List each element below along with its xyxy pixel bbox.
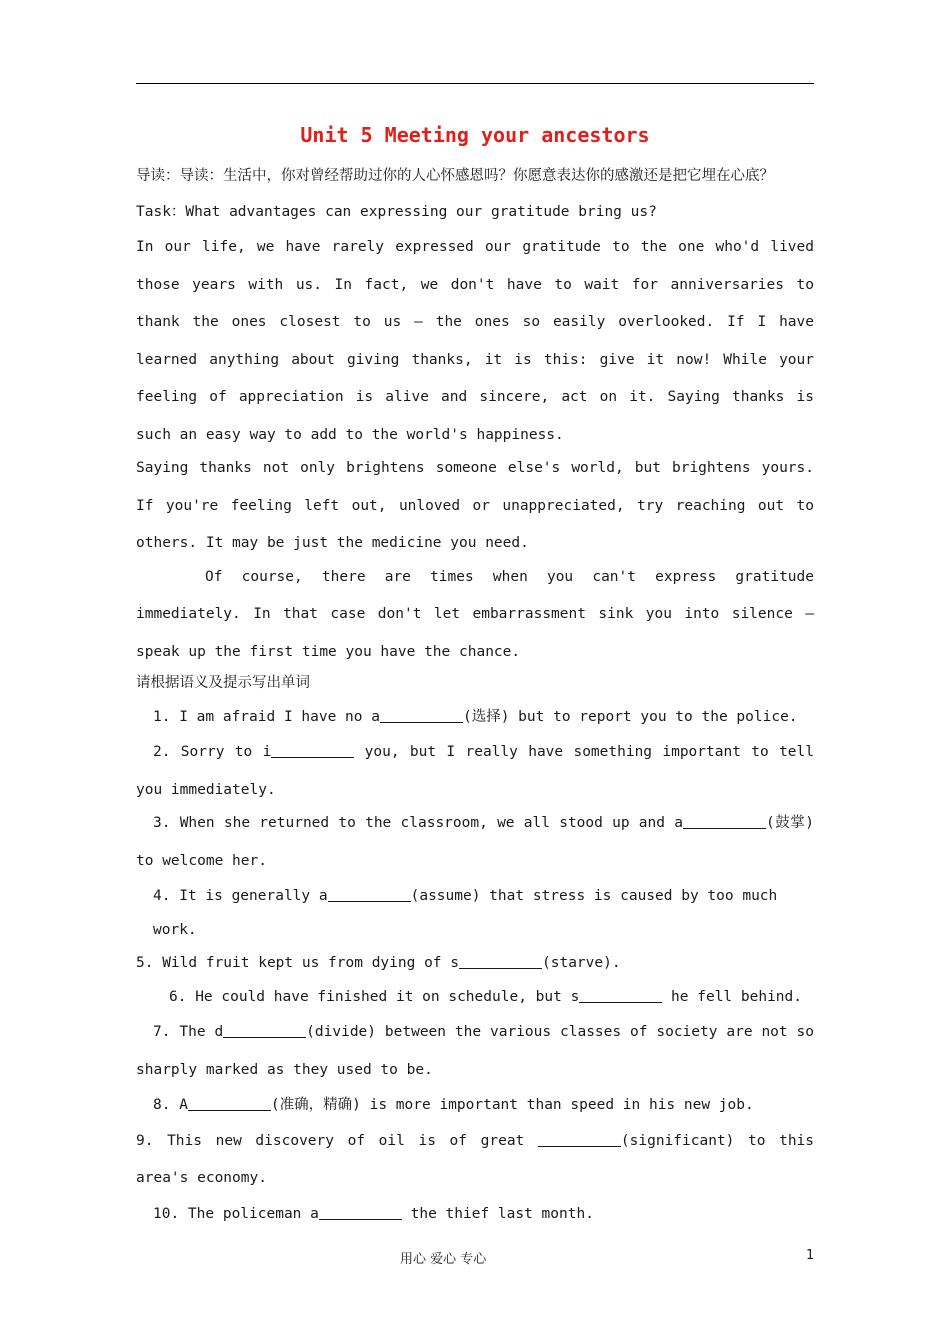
- question-2: 2. Sorry to i you, but I really have something important to tell you immediately.: [136, 744, 814, 798]
- answer-blank: [188, 1096, 271, 1111]
- footer-motto: 用心 爱心 专心: [400, 1252, 487, 1267]
- answer-blank: [683, 814, 766, 829]
- intro-text: 导读：导读：生活中，你对曾经帮助过你的人心怀感恩吗？你愿意表达你的感激还是把它埋在心底？: [136, 168, 774, 184]
- answer-blank: [459, 954, 542, 969]
- question-5: 5. Wild fruit kept us from dying of s (starve).: [136, 955, 621, 971]
- answer-blank: [538, 1132, 621, 1147]
- page-number: 1: [806, 1248, 815, 1263]
- answer-blank: [271, 743, 354, 758]
- answer-blank: [579, 988, 662, 1003]
- header-rule: [136, 83, 814, 84]
- passage-paragraph-2: Saying thanks not only brightens someone else's world, but brightens yours. If you're feeling left out, unloved or unappreciated, try reaching out to others. It may be just the medicine you need.: [136, 460, 814, 551]
- passage-paragraph-3: Of course, there are times when you can't express gratitude immediately. In that case don't let embarrassment sink you into silence — speak up the first time you have the chance.: [136, 568, 814, 660]
- task-text: Task：What advantages can expressing our gratitude bring us?: [136, 203, 657, 220]
- answer-blank: [223, 1023, 306, 1038]
- answer-blank: [380, 708, 463, 723]
- document-body: [136, 158, 814, 1231]
- question-7: 7. The d (divide) between the various classes of society are not so sharply marked as they used to be.: [136, 1024, 814, 1078]
- question-10: 10. The policeman a the thief last month.: [153, 1205, 594, 1222]
- question-8: 8. A (准确，精确) is more important than speed in his new job.: [153, 1097, 754, 1113]
- answer-blank: [319, 1205, 402, 1220]
- question-3: 3. When she returned to the classroom, we all stood up and a (鼓掌) to welcome her.: [136, 815, 814, 869]
- answer-blank: [328, 887, 411, 902]
- question-4: 4. It is generally a (assume) that stress is caused by too much work.: [153, 888, 778, 938]
- passage-paragraph-1: In our life, we have rarely expressed our gratitude to the one who'd lived those years with us. In fact, we don't have to wait for anniversaries to thank the ones closest to us — the ones so easily overlooked. If I have learned anything about giving thanks, it is this: give it now! While your feeling of appreciation is alive and sincere, act on it. Saying thanks is such an easy way to add to the world's happiness.: [136, 239, 814, 443]
- question-6: 6. He could have finished it on schedule, but s he fell behind.: [169, 988, 802, 1005]
- question-1: 1. I am afraid I have no a (选择) but to report you to the police.: [153, 708, 798, 725]
- question-9: 9. This new discovery of oil is of great (significant) to this area's economy.: [136, 1132, 815, 1186]
- page-title: Unit 5 Meeting your ancestors: [300, 123, 650, 147]
- exercise-heading: 请根据语义及提示写出单词: [136, 675, 310, 691]
